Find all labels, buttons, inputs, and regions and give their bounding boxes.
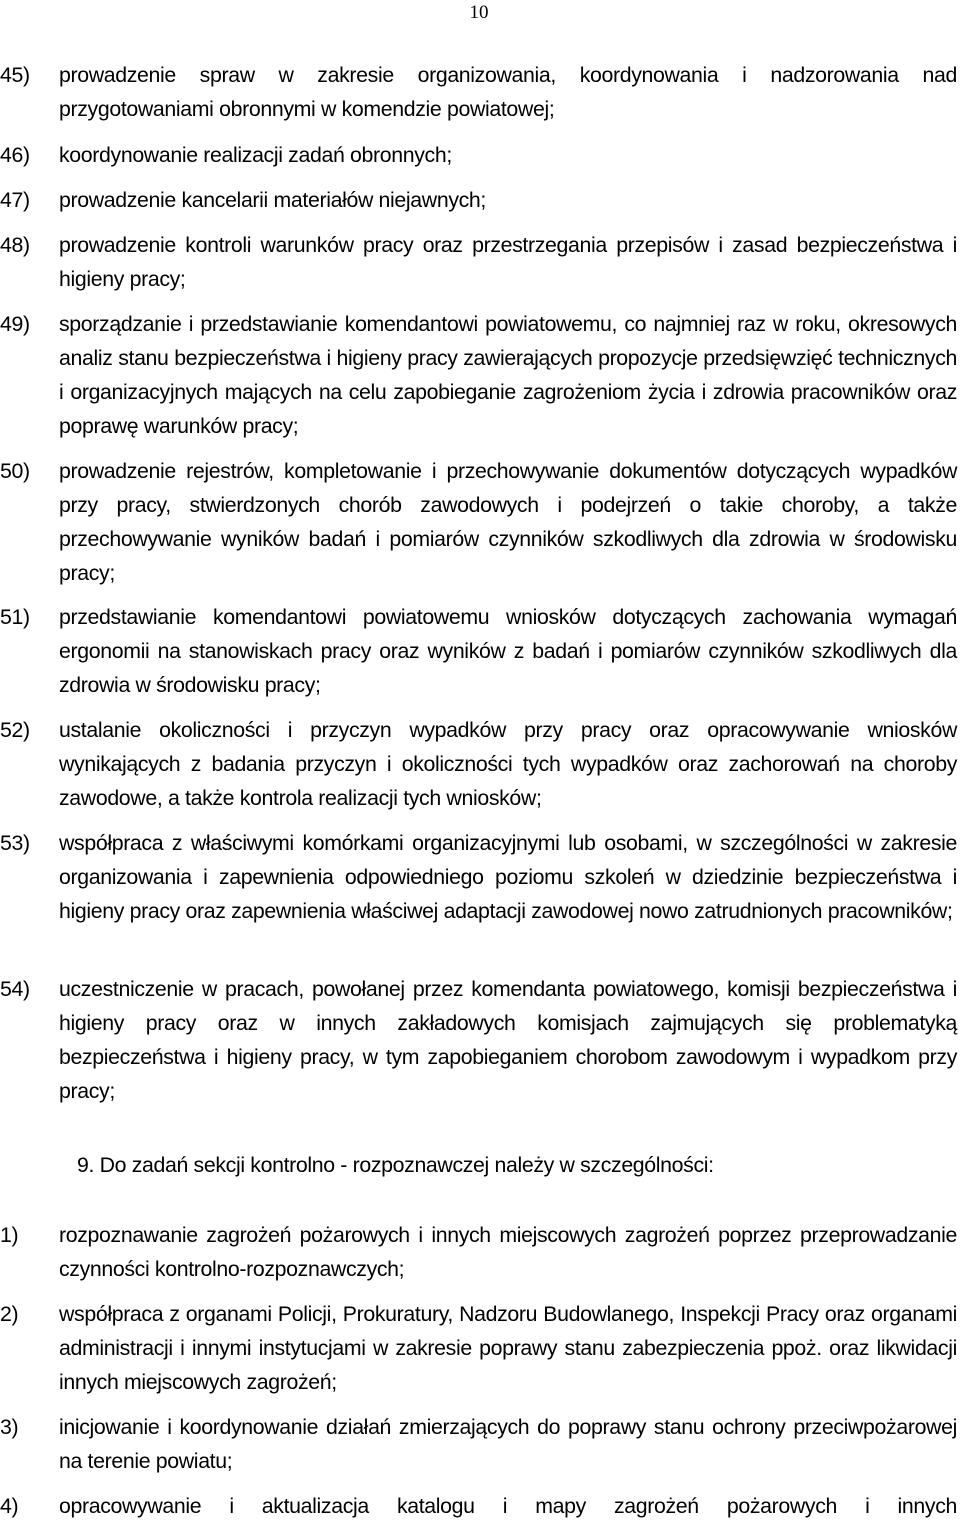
item-text: rozpoznawanie zagrożeń pożarowych i innych miejscowych zagrożeń poprzez przeprowadzanie czynności kontrolno-rozpoznawczych; bbox=[59, 1223, 957, 1281]
page-number-text: 10 bbox=[469, 2, 489, 23]
item-number: 47) bbox=[0, 188, 30, 212]
list-item-48 bbox=[0, 228, 957, 296]
item-number: 46) bbox=[0, 143, 30, 167]
item-text: koordynowanie realizacji zadań obronnych; bbox=[59, 143, 452, 167]
list-item-1 bbox=[0, 1218, 957, 1286]
item-text: prowadzenie rejestrów, kompletowanie i przechowywanie dokumentów dotyczących wypadków przy pracy, stwierdzonych chorób zawodowych i podejrzeń o takie choroby, a także przechowywanie wyników badań i pomiarów czynników szkodliwych dla zdrowia w środowisku pracy; bbox=[59, 459, 957, 585]
list-item-54 bbox=[0, 972, 957, 1108]
section-heading: 9. Do zadań sekcji kontrolno - rozpoznawczej należy w szczególności: bbox=[77, 1153, 714, 1177]
item-text: inicjowanie i koordynowanie działań zmierzających do poprawy stanu ochrony przeciwpożarowej na terenie powiatu; bbox=[59, 1415, 957, 1473]
item-number: 50) bbox=[0, 459, 30, 483]
item-number: 4) bbox=[0, 1494, 19, 1518]
item-text: ustalanie okoliczności i przyczyn wypadków przy pracy oraz opracowywanie wniosków wynikających z badania przyczyn i okoliczności tych wypadków oraz zachorowań na choroby zawodowe, a także kontrola realizacji tych wniosków; bbox=[59, 718, 957, 810]
item-text: współpraca z właściwymi komórkami organizacyjnymi lub osobami, w szczególności w zakresie organizowania i zapewnienia odpowiedniego poziomu szkoleń w dziedzinie bezpieczeństwa i higieny pracy oraz zapewnienia właściwej adaptacji zawodowej nowo zatrudnionych pracowników; bbox=[59, 831, 957, 923]
list-item-4 bbox=[0, 1489, 957, 1523]
item-number: 1) bbox=[0, 1223, 19, 1247]
item-text: opracowywanie i aktualizacja katalogu i mapy zagrożeń pożarowych i innych bbox=[59, 1494, 957, 1518]
item-number: 2) bbox=[0, 1302, 19, 1326]
item-number: 51) bbox=[0, 605, 30, 629]
item-text: prowadzenie kancelarii materiałów niejawnych; bbox=[59, 188, 486, 212]
item-number: 49) bbox=[0, 312, 30, 336]
list-item-50 bbox=[0, 454, 957, 590]
item-number: 54) bbox=[0, 977, 30, 1001]
item-text: współpraca z organami Policji, Prokuratury, Nadzoru Budowlanego, Inspekcji Pracy oraz organami administracji i innymi instytucjami w zakresie poprawy stanu zabezpieczenia ppoż. oraz likwidacji innych miejscowych zagrożeń; bbox=[59, 1302, 957, 1394]
list-item-49 bbox=[0, 307, 957, 443]
list-item-47 bbox=[0, 183, 957, 217]
list-item-53 bbox=[0, 826, 957, 928]
list-item-45 bbox=[0, 58, 957, 126]
item-text: uczestniczenie w pracach, powołanej przez komendanta powiatowego, komisji bezpieczeństwa i higieny pracy oraz w innych zakładowych komisjach zajmujących się problematyką bezpieczeństwa i higieny pracy, w tym zapobieganiem chorobom zawodowym i wypadkom przy pracy; bbox=[59, 977, 957, 1103]
item-text: przedstawianie komendantowi powiatowemu wniosków dotyczących zachowania wymagań ergonomii na stanowiskach pracy oraz wyników z badań i pomiarów czynników szkodliwych dla zdrowia w środowisku pracy; bbox=[59, 605, 957, 697]
item-text: prowadzenie kontroli warunków pracy oraz przestrzegania przepisów i zasad bezpieczeństwa i higieny pracy; bbox=[59, 233, 957, 291]
page-number bbox=[0, 2, 960, 24]
list-item-3 bbox=[0, 1410, 957, 1478]
item-number: 53) bbox=[0, 831, 30, 855]
item-text: sporządzanie i przedstawianie komendantowi powiatowemu, co najmniej raz w roku, okresowych analiz stanu bezpieczeństwa i higieny pracy zawierających propozycje przedsięwzięć technicznych i organizacyjnych mających na celu zapobieganie zagrożeniom życia i zdrowia pracowników oraz poprawę warunków pracy; bbox=[59, 312, 957, 438]
list-item-2 bbox=[0, 1297, 957, 1399]
item-text: prowadzenie spraw w zakresie organizowania, koordynowania i nadzorowania nad przygotowaniami obronnymi w komendzie powiatowej; bbox=[59, 63, 957, 121]
item-number: 48) bbox=[0, 233, 30, 257]
item-number: 45) bbox=[0, 63, 30, 87]
item-number: 3) bbox=[0, 1415, 19, 1439]
list-item-51 bbox=[0, 600, 957, 702]
item-number: 52) bbox=[0, 718, 30, 742]
list-item-46 bbox=[0, 138, 957, 172]
list-item-52 bbox=[0, 713, 957, 815]
